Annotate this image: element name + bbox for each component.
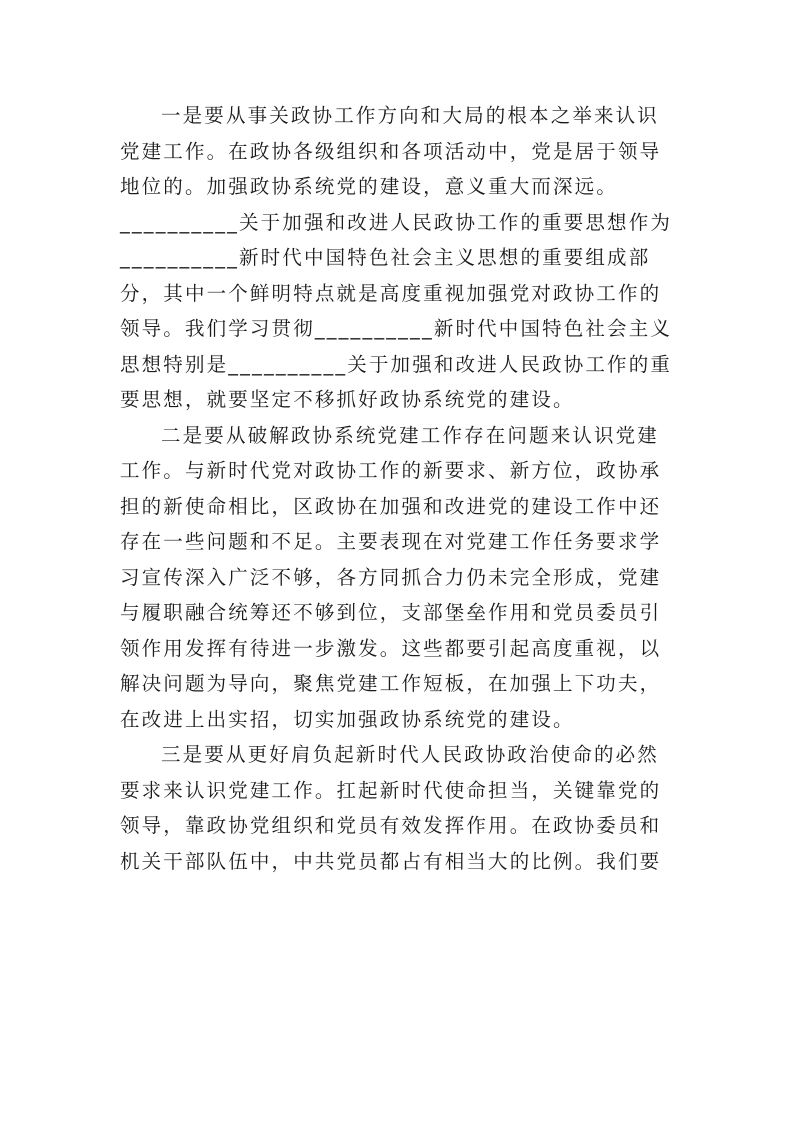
text-line: 分，其中一个鲜明特点就是高度重视加强党对政协工作的	[120, 281, 662, 305]
text-line: 三是要从更好肩负起新时代人民政协政治使命的必然	[161, 743, 659, 766]
paragraph-1	[120, 98, 673, 418]
text-line: 领导。我们学习贯彻__________新时代中国特色社会主义	[120, 317, 673, 340]
text-line: 工作。与新时代党对政协工作的新要求、新方位，政协承	[120, 459, 662, 482]
text-line: 一是要从事关政协工作方向和大局的根本之举来认识	[161, 104, 659, 127]
text-line: 机关干部队伍中，中共党员都占有相当大的比例。我们要	[120, 849, 662, 873]
text-line: 领作用发挥有待进一步激发。这些都要引起高度重视，以	[120, 636, 662, 660]
paragraph-2	[120, 418, 660, 738]
text-line: 地位的。加强政协系统党的建设，意义重大而深远。	[120, 175, 618, 198]
paragraph-3	[120, 737, 660, 879]
text-line: 在改进上出实招，切实加强政协系统党的建设。	[120, 707, 575, 731]
text-line: __________新时代中国特色社会主义思想的重要组成部	[120, 246, 651, 269]
text-line: 解决问题为导向，聚焦党建工作短板，在加强上下功夫，	[120, 672, 662, 695]
text-line: 思想特别是__________关于加强和改进人民政协工作的重	[120, 352, 673, 376]
text-line: 存在一些问题和不足。主要表现在对党建工作任务要求学	[120, 530, 662, 553]
text-line: 习宣传深入广泛不够，各方同抓合力仍未完全形成，党建	[120, 565, 662, 589]
document-body	[120, 98, 673, 879]
text-line: 要思想，就要坚定不移抓好政协系统党的建设。	[120, 388, 575, 411]
text-line: 党建工作。在政协各级组织和各项活动中，党是居于领导	[120, 139, 662, 163]
text-line: 与履职融合统筹还不够到位，支部堡垒作用和党员委员引	[120, 601, 662, 624]
text-line: 二是要从破解政协系统党建工作存在问题来认识党建	[161, 423, 659, 447]
text-line: 领导，靠政协党组织和党员有效发挥作用。在政协委员和	[120, 814, 662, 837]
text-line: __________关于加强和改进人民政协工作的重要思想作为	[120, 210, 673, 234]
text-line: 担的新使命相比，区政协在加强和改进党的建设工作中还	[120, 494, 662, 518]
text-line: 要求来认识党建工作。扛起新时代使命担当，关键靠党的	[120, 778, 662, 802]
